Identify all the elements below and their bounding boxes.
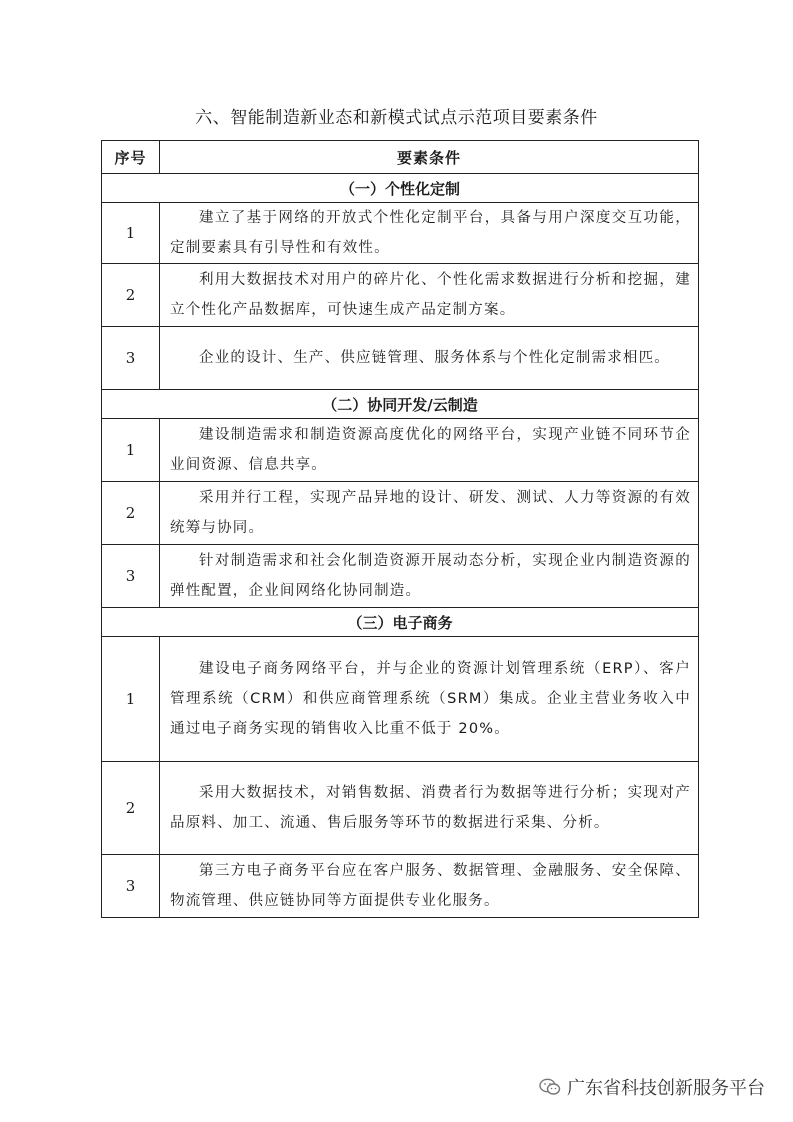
table-row (102, 545, 699, 608)
wechat-icon (539, 1078, 561, 1096)
row-text: 建设制造需求和制造资源高度优化的网络平台，实现产业链不同环节企业间资源、信息共享。 (160, 419, 699, 482)
row-number: 2 (102, 264, 160, 327)
section-title: （三）电子商务 (102, 608, 699, 637)
row-number: 1 (102, 419, 160, 482)
table-row (102, 637, 699, 762)
requirements-table (101, 140, 699, 918)
row-number: 1 (102, 203, 160, 264)
row-text: 企业的设计、生产、供应链管理、服务体系与个性化定制需求相匹。 (160, 327, 699, 390)
watermark (539, 1074, 765, 1100)
row-number: 3 (102, 545, 160, 608)
row-text: 第三方电子商务平台应在客户服务、数据管理、金融服务、安全保障、物流管理、供应链协同等方面提供专业化服务。 (160, 855, 699, 918)
row-number: 2 (102, 762, 160, 855)
row-number: 1 (102, 637, 160, 762)
row-number: 3 (102, 327, 160, 390)
row-text: 采用并行工程，实现产品异地的设计、研发、测试、人力等资源的有效统筹与协同。 (160, 482, 699, 545)
section-row (102, 390, 699, 419)
row-text: 利用大数据技术对用户的碎片化、个性化需求数据进行分析和挖掘，建立个性化产品数据库，可快速生成产品定制方案。 (160, 264, 699, 327)
header-requirements: 要素条件 (160, 141, 699, 174)
watermark-text: 广东省科技创新服务平台 (567, 1078, 765, 1099)
section-title: （二）协同开发/云制造 (102, 390, 699, 419)
table-row (102, 855, 699, 918)
table-row (102, 762, 699, 855)
table-row (102, 264, 699, 327)
section-row (102, 174, 699, 203)
table-row (102, 327, 699, 390)
row-number: 2 (102, 482, 160, 545)
table-row (102, 419, 699, 482)
row-number: 3 (102, 855, 160, 918)
table-row (102, 203, 699, 264)
table-header-row (102, 141, 699, 174)
header-number: 序号 (102, 141, 160, 174)
row-text: 采用大数据技术，对销售数据、消费者行为数据等进行分析；实现对产品原料、加工、流通、售后服务等环节的数据进行采集、分析。 (160, 762, 699, 855)
row-text: 针对制造需求和社会化制造资源开展动态分析，实现企业内制造资源的弹性配置，企业间网络化协同制造。 (160, 545, 699, 608)
row-text: 建设电子商务网络平台，并与企业的资源计划管理系统（ERP）、客户管理系统（CRM）和供应商管理系统（SRM）集成。企业主营业务收入中通过电子商务实现的销售收入比重不低于 20%。 (160, 637, 699, 762)
table-row (102, 482, 699, 545)
section-row (102, 608, 699, 637)
row-text: 建立了基于网络的开放式个性化定制平台，具备与用户深度交互功能，定制要素具有引导性和有效性。 (160, 203, 699, 264)
document-title: 六、智能制造新业态和新模式试点示范项目要素条件 (195, 108, 598, 128)
section-title: （一）个性化定制 (102, 174, 699, 203)
